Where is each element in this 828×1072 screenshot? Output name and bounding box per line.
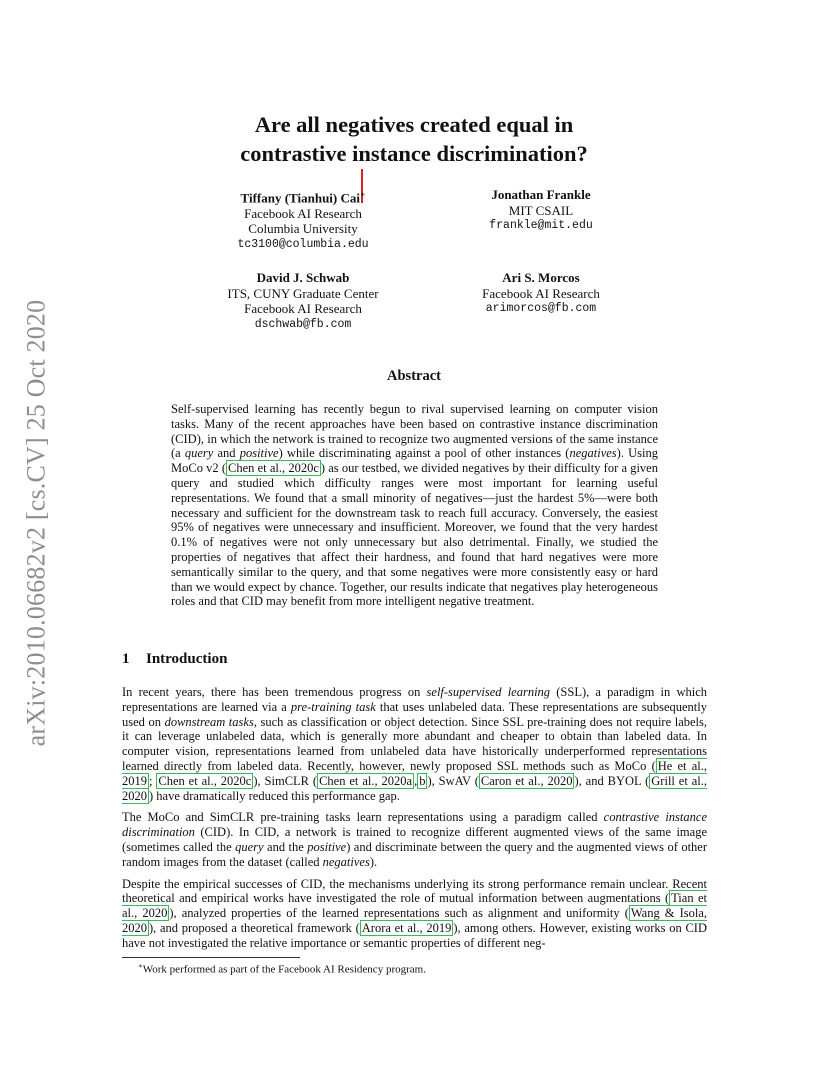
text-run: downstream tasks <box>164 714 254 729</box>
paragraph-2 <box>122 810 707 869</box>
footnote-text: Work performed as part of the Facebook AI Residency program. <box>142 963 426 976</box>
author-affiliation: Facebook AI Research <box>482 285 600 301</box>
text-run: ), analyzed properties of the learned representations such as alignment and uniformity ( <box>169 906 629 921</box>
text-run: In recent years, there has been tremendous progress on <box>122 685 427 699</box>
text-run: Self-supervised learning has recently begun to rival supervised learning on computer vision tasks. Many of the recent approaches have been based on contrastive instance discrimination (CID), in which the network is trained to recognize two augmented versions of the same instance (a <box>171 402 658 461</box>
introduction-body <box>122 685 707 958</box>
citation-link[interactable]: Wang & Isola, 2020 <box>122 906 707 935</box>
citation-link[interactable]: Tian et al., 2020 <box>122 891 707 921</box>
text-run: , such as classification or object detection. Since SSL pre-training does not require labels, it can leverage unlabeled data, which is generally more abundant and cheaper to obtain than labeled data. In computer vision, representations learned from unlabeled data have historically underperformed representations learned directly from labeled data. Recently, however, newly proposed SSL methods such as MoCo ( <box>122 714 708 773</box>
section-title: Introduction <box>146 651 228 667</box>
text-run: The MoCo and SimCLR pre-training tasks learn representations using a paradigm called <box>122 810 604 825</box>
text-run: query <box>184 446 214 461</box>
author-affiliation: ITS, CUNY Graduate Center <box>227 285 379 301</box>
author-email[interactable]: arimorcos@fb.com <box>485 302 597 315</box>
author-name: David J. Schwab <box>256 270 350 285</box>
text-run: ), SwAV ( <box>427 773 479 788</box>
citation-link[interactable]: He et al., 2019 <box>122 758 707 788</box>
text-run: (CID). In CID, a network is trained to recognize different augmented views of the same image (sometimes called the <box>122 825 707 854</box>
text-run: contrastive instance discrimination <box>122 810 707 840</box>
text-run: ), and proposed a theoretical framework ( <box>149 920 360 935</box>
text-run: ; <box>149 773 157 788</box>
section-number: 1 <box>122 651 130 667</box>
text-run: positive <box>239 446 279 461</box>
text-run: ) as our testbed, we divided negatives by their difficulty for a given query and studied which difficulty ranges were most important for learning useful representations. We found that a small minority of negatives—just the hardest 5%—were both necessary and sufficient for the downstream task to reach full accuracy. Conversely, the easiest 95% of negatives were unnecessary and insufficient. Moreover, we found that the very hardest 0.1% of negatives were not only unnecessary but also detrimental. Finally, we studied the properties of negatives that affect their hardness, and found that hard negatives were more semantically similar to the query, and that some negatives were more consistently easy or hard than we would expect by chance. Together, our results indicate that negatives play heterogeneous roles and that CID may benefit from more intelligent negative treatment. <box>171 461 658 609</box>
title-line-1: Are all negatives created equal in <box>254 112 574 137</box>
author-email[interactable]: dschwab@fb.com <box>254 317 352 331</box>
citation-link[interactable]: b <box>419 773 426 788</box>
text-run: positive <box>307 839 347 854</box>
footnote-rule <box>122 957 300 958</box>
citation-link[interactable]: Chen et al., 2020c <box>228 461 319 476</box>
citation-link[interactable]: Caron et al., 2020 <box>480 773 573 788</box>
section-heading <box>122 651 227 668</box>
text-run: negatives <box>322 854 370 869</box>
text-run: that uses unlabeled data. These representations are subsequently used on <box>122 699 707 729</box>
citation-link[interactable]: Chen et al., 2020a <box>319 773 413 788</box>
paragraph-3 <box>122 877 707 951</box>
text-run: ) and discriminate between the query and the augmented views of other random images from the dataset (called <box>122 839 708 869</box>
paragraph-1 <box>122 685 707 803</box>
text-run: ) while discriminating against a pool of other instances ( <box>278 446 570 461</box>
footnote <box>138 962 426 976</box>
text-run: ), and BYOL ( <box>574 773 650 788</box>
abstract-text <box>171 402 658 609</box>
author-name: Jonathan Frankle <box>491 187 591 202</box>
text-run: ). Using MoCo v2 ( <box>171 446 658 476</box>
text-run: pre-training task <box>290 699 376 714</box>
text-run: ) have dramatically reduced this performance gap. <box>149 788 400 803</box>
text-run: and the <box>263 839 308 854</box>
text-run: ), SimCLR ( <box>253 773 318 788</box>
text-run: ). <box>369 854 378 869</box>
citation-link[interactable]: Arora et al., 2019 <box>361 920 452 935</box>
citation-link[interactable]: Chen et al., 2020c <box>158 773 252 788</box>
abstract-heading: Abstract <box>387 368 441 384</box>
author-affiliation: Facebook AI Research <box>244 205 362 221</box>
author-affiliation: MIT CSAIL <box>508 202 574 218</box>
title-line-2: contrastive instance discrimination? <box>240 141 588 166</box>
author-name: Ari S. Morcos <box>502 270 580 285</box>
text-run: self-supervised learning <box>426 685 551 699</box>
author-block-3 <box>193 270 413 332</box>
author-email[interactable]: tc3100@columbia.edu <box>237 237 369 251</box>
footnote-mark: ∗ <box>138 962 143 970</box>
text-run: and <box>213 446 240 461</box>
text-run: (SSL), a paradigm in which representations are learned via a <box>122 685 708 714</box>
author-block-4 <box>431 270 651 317</box>
author-name: Tiffany (Tianhui) Cai <box>240 190 360 206</box>
author-affiliation: Facebook AI Research <box>244 301 362 316</box>
text-run: query <box>235 839 264 854</box>
text-run: Despite the empirical successes of CID, the mechanisms underlying its strong performance remain unclear. Recent theoretical and empirical works have investigated the role of mutual information between augmentations ( <box>122 876 707 906</box>
citation-link[interactable]: Grill et al., 2020 <box>122 773 708 803</box>
text-run: negatives <box>569 446 617 461</box>
author-block-2 <box>431 187 651 234</box>
arxiv-identifier <box>16 288 56 758</box>
paper-title <box>0 110 828 168</box>
author-block-1 <box>193 187 413 252</box>
arxiv-identifier-text: arXiv:2010.06682v2 [cs.CV] 25 Oct 2020 <box>21 299 50 747</box>
text-run: ), among others. However, existing works on CID have not investigated the relative importance or semantic properties of different neg- <box>122 920 707 950</box>
author-footnote-mark: ∗ <box>360 190 366 199</box>
author-email[interactable]: frankle@mit.edu <box>489 219 593 232</box>
author-affiliation: Columbia University <box>248 221 358 237</box>
text-run: , <box>414 773 418 788</box>
